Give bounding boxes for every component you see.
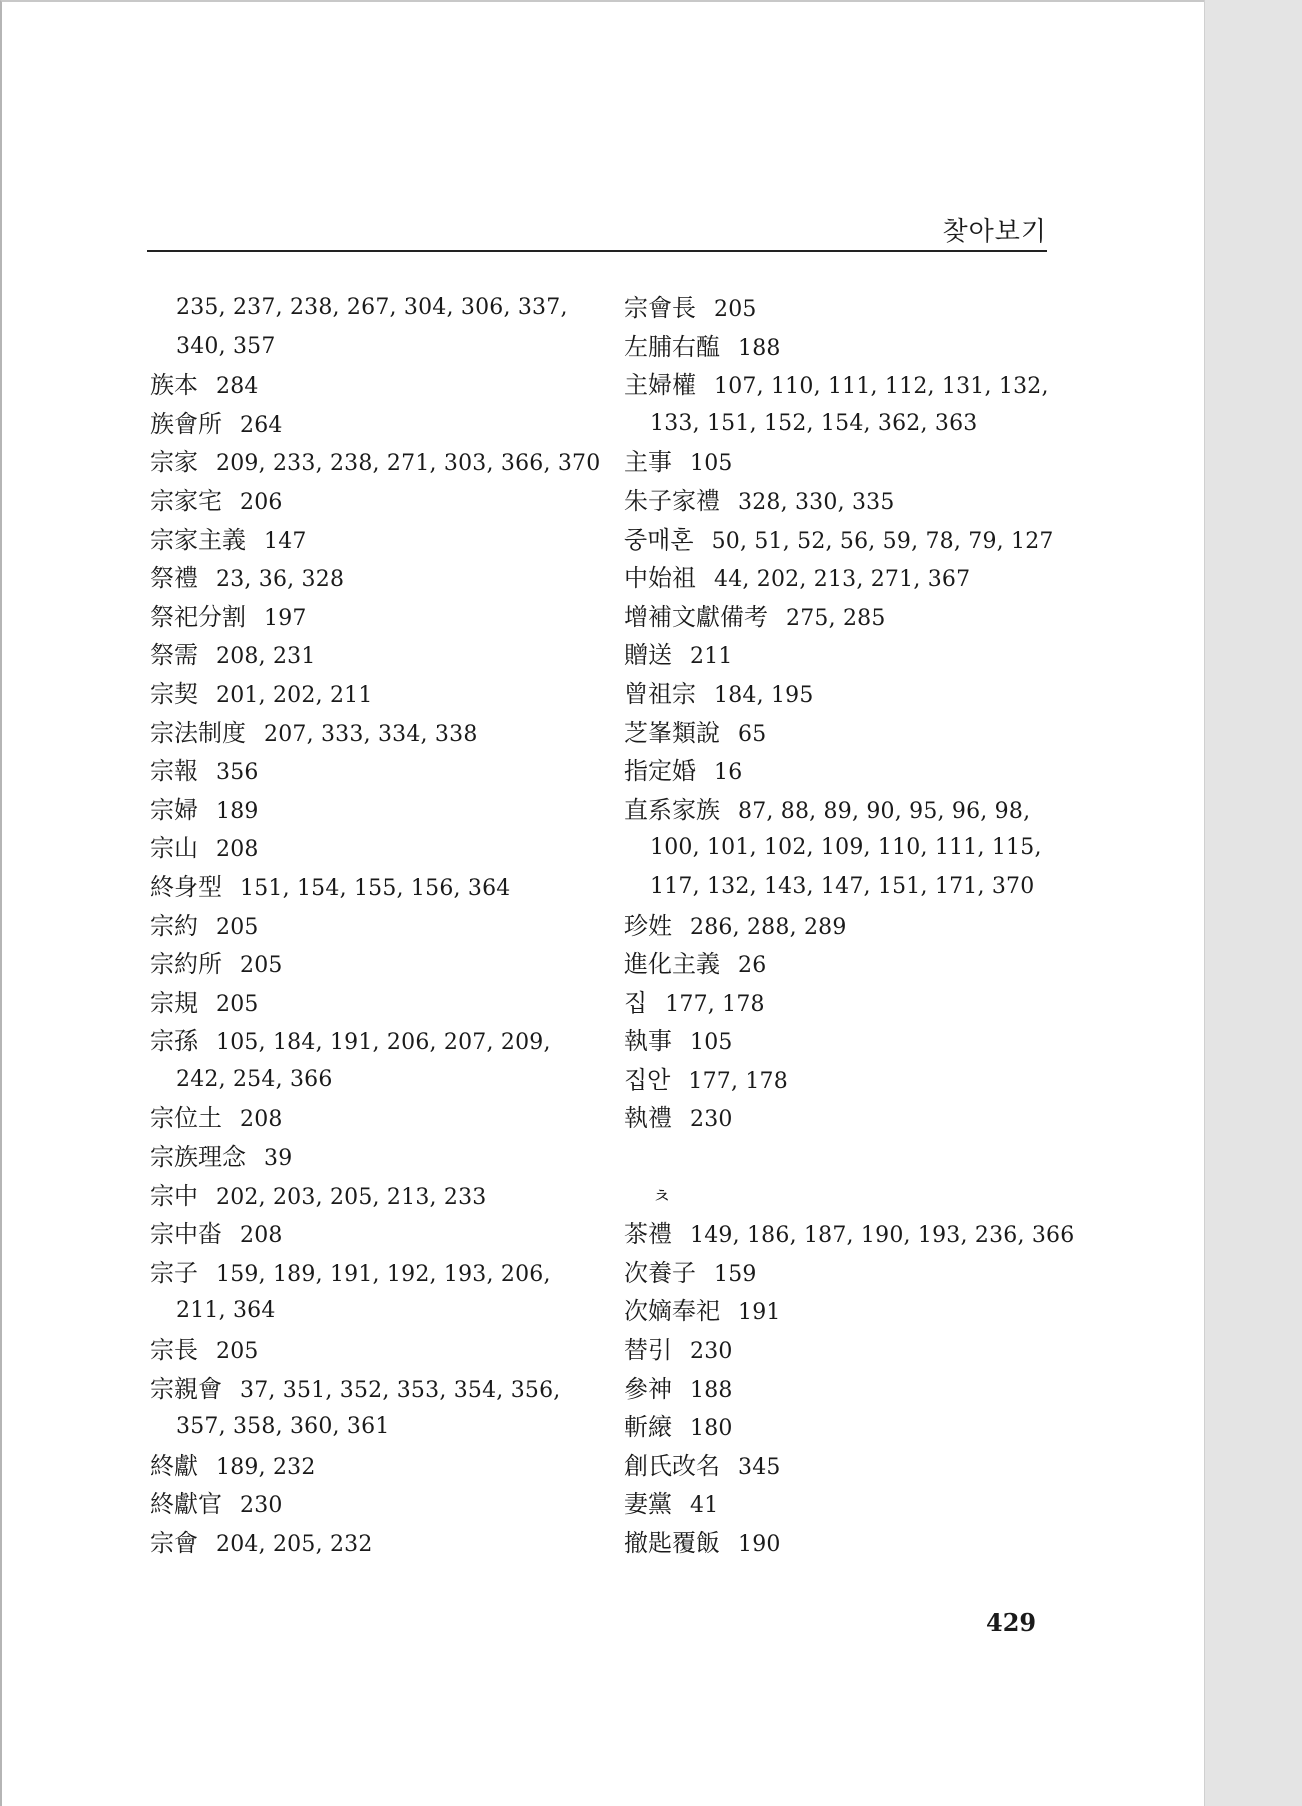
index-term: 宗山 <box>150 834 198 863</box>
index-entry <box>150 1370 590 1409</box>
index-page-refs: 235, 237, 238, 267, 304, 306, 337, <box>176 295 568 320</box>
index-term: 增補文獻備考 <box>624 602 768 631</box>
index-entry <box>150 559 590 598</box>
index-entry <box>624 1215 1075 1254</box>
index-page-refs: 26 <box>738 953 767 979</box>
index-page-refs: 105 <box>690 1030 733 1056</box>
index-page-refs: 188 <box>690 1377 733 1403</box>
index-term: 宗家 <box>150 448 198 477</box>
index-page-refs: 191 <box>738 1300 781 1326</box>
index-page-refs: 151, 154, 155, 156, 364 <box>240 875 511 901</box>
index-page-refs: 190 <box>738 1532 781 1557</box>
index-term: 直系家族 <box>624 795 720 824</box>
index-page-refs: 204, 205, 232 <box>216 1532 373 1557</box>
index-page-refs: 275, 285 <box>786 605 886 631</box>
index-entry <box>624 559 1064 598</box>
index-term: 宗會長 <box>624 294 696 322</box>
index-page-refs: 16 <box>714 760 743 786</box>
page-number: 429 <box>986 1608 1037 1637</box>
index-term: 創氏改名 <box>624 1451 720 1480</box>
index-term: 宗法制度 <box>150 718 246 747</box>
index-term: 撤匙覆飯 <box>624 1529 720 1557</box>
index-term: 贈送 <box>624 641 672 670</box>
index-entry <box>624 482 1064 521</box>
index-term: 替引 <box>624 1336 672 1365</box>
index-term: 中始祖 <box>624 564 696 593</box>
index-entry-continuation <box>624 868 1064 907</box>
running-head <box>147 216 1047 252</box>
index-page-refs: 177, 178 <box>688 1068 788 1094</box>
index-term: 宗約 <box>150 911 198 940</box>
index-entry <box>624 675 1064 714</box>
index-term: 進化主義 <box>624 950 720 979</box>
index-entry <box>150 1215 590 1254</box>
index-entry <box>150 636 590 675</box>
index-page-refs: 209, 233, 238, 271, 303, 366, 370 <box>216 451 601 477</box>
index-entry-continuation <box>150 289 590 328</box>
index-page-refs: 202, 203, 205, 213, 233 <box>216 1184 487 1210</box>
index-entry <box>150 1254 590 1293</box>
index-page-refs: 133, 151, 152, 154, 362, 363 <box>650 410 978 436</box>
index-page-refs: 39 <box>264 1146 293 1172</box>
index-page-refs: 205 <box>216 991 259 1017</box>
index-page-refs: 340, 357 <box>176 333 276 359</box>
index-page-refs: 159, 189, 191, 192, 193, 206, <box>216 1261 551 1287</box>
index-entry <box>150 482 590 521</box>
index-page-refs: 211 <box>690 644 733 670</box>
index-page-refs: 117, 132, 143, 147, 151, 171, 370 <box>650 873 1035 899</box>
index-page-refs: 41 <box>690 1493 719 1519</box>
index-page-refs: 264 <box>240 412 283 438</box>
index-term: 宗子 <box>150 1258 198 1287</box>
index-page-refs: 180 <box>690 1416 733 1442</box>
index-page-refs: 44, 202, 213, 271, 367 <box>714 567 971 593</box>
section-gap <box>624 1138 1064 1177</box>
index-page-refs: 345 <box>738 1454 781 1480</box>
index-entry <box>624 289 1064 328</box>
index-term: 終獻官 <box>150 1490 222 1519</box>
index-entry <box>150 868 590 907</box>
index-page-refs: 284 <box>216 374 259 400</box>
section-heading: ㅊ <box>652 1183 672 1208</box>
index-term: 朱子家禮 <box>624 486 720 515</box>
index-page-refs: 147 <box>264 528 307 554</box>
index-column-left <box>150 289 601 1563</box>
index-term: 祭禮 <box>150 564 198 593</box>
index-entry-continuation <box>624 829 1064 868</box>
index-page-refs: 189, 232 <box>216 1454 316 1480</box>
index-entry <box>624 1524 1064 1563</box>
index-entry-continuation <box>150 1292 590 1331</box>
index-entry <box>624 443 1064 482</box>
index-term: 宗家主義 <box>150 525 246 554</box>
index-term: 妻黨 <box>624 1490 672 1519</box>
index-page-refs: 208, 231 <box>216 644 316 670</box>
index-entry <box>150 907 590 946</box>
index-term: 次養子 <box>624 1258 696 1287</box>
index-page-refs: 208 <box>240 1223 283 1249</box>
index-page-refs: 201, 202, 211 <box>216 682 373 708</box>
index-term: 主婦權 <box>624 371 696 400</box>
index-page-refs: 149, 186, 187, 190, 193, 236, 366 <box>690 1223 1075 1249</box>
index-page-refs: 356 <box>216 760 259 786</box>
index-term: 宗中 <box>150 1181 198 1210</box>
index-page-refs: 230 <box>690 1339 733 1365</box>
index-entry <box>150 1138 590 1177</box>
index-entry <box>150 443 601 482</box>
index-entry-continuation <box>150 1408 590 1447</box>
index-term: 祭祀分割 <box>150 602 246 631</box>
index-column-right <box>624 289 1075 1563</box>
index-term: 宗約所 <box>150 950 222 979</box>
index-entry <box>150 521 590 560</box>
index-page-refs: 197 <box>264 605 307 631</box>
index-page-refs: 286, 288, 289 <box>690 914 847 940</box>
index-term: 曾祖宗 <box>624 679 696 708</box>
index-page-refs: 177, 178 <box>665 991 765 1017</box>
index-page-refs: 208 <box>216 837 259 863</box>
index-entry <box>150 829 590 868</box>
index-entry <box>624 1292 1064 1331</box>
index-entry <box>150 1177 590 1216</box>
index-entry <box>624 366 1064 405</box>
index-page-refs: 357, 358, 360, 361 <box>176 1414 390 1440</box>
index-entry-continuation <box>150 1061 590 1100</box>
index-term: 宗婦 <box>150 795 198 824</box>
index-page-refs: 206 <box>240 489 283 515</box>
index-page-refs: 159 <box>714 1261 757 1287</box>
index-entry-continuation <box>150 328 590 367</box>
index-page-refs: 205 <box>714 297 757 322</box>
index-entry <box>150 675 590 714</box>
index-page-refs: 100, 101, 102, 109, 110, 111, 115, <box>650 835 1042 861</box>
index-entry <box>624 907 1064 946</box>
index-entry <box>150 984 590 1023</box>
index-term: 主事 <box>624 448 672 477</box>
index-entry <box>150 1524 590 1563</box>
index-entry <box>150 714 590 753</box>
index-term: 宗親會 <box>150 1374 222 1403</box>
index-page-refs: 328, 330, 335 <box>738 489 895 515</box>
index-term: 族本 <box>150 371 198 400</box>
index-term: 宗契 <box>150 679 198 708</box>
index-term: 宗位土 <box>150 1104 222 1133</box>
index-term: 宗會 <box>150 1529 198 1557</box>
index-term: 族會所 <box>150 409 222 438</box>
index-page-refs: 107, 110, 111, 112, 131, 132, <box>714 374 1049 400</box>
index-term: 宗孫 <box>150 1027 198 1056</box>
index-term: 芝峯類說 <box>624 718 720 747</box>
index-page-refs: 37, 351, 352, 353, 354, 356, <box>240 1377 561 1403</box>
index-entry <box>624 1408 1064 1447</box>
index-term: 宗長 <box>150 1336 198 1365</box>
index-term: 指定婚 <box>624 757 696 786</box>
index-page-refs: 230 <box>240 1493 283 1519</box>
index-entry <box>624 791 1064 830</box>
index-entry <box>624 984 1064 1023</box>
index-entry <box>150 1447 590 1486</box>
index-page-refs: 105, 184, 191, 206, 207, 209, <box>216 1030 551 1056</box>
index-entry <box>150 791 590 830</box>
index-term: 參神 <box>624 1374 672 1403</box>
index-entry <box>624 1254 1064 1293</box>
index-term: 宗規 <box>150 988 198 1017</box>
index-entry <box>624 636 1064 675</box>
index-entry <box>624 598 1064 637</box>
index-page-refs: 189 <box>216 798 259 824</box>
index-entry <box>150 945 590 984</box>
index-entry <box>624 714 1064 753</box>
index-entry <box>150 1022 590 1061</box>
index-page-refs: 50, 51, 52, 56, 59, 78, 79, 127 <box>711 528 1054 554</box>
index-page-refs: 23, 36, 328 <box>216 567 345 593</box>
index-entry-continuation <box>624 405 1064 444</box>
index-term: 宗家宅 <box>150 486 222 515</box>
index-page-refs: 205 <box>240 953 283 979</box>
index-term: 宗族理念 <box>150 1143 246 1172</box>
index-term: 중매혼 <box>624 525 694 554</box>
index-entry <box>624 1099 1064 1138</box>
index-entry <box>624 945 1064 984</box>
index-page-refs: 207, 333, 334, 338 <box>264 721 478 747</box>
index-entry <box>624 1485 1064 1524</box>
index-term: 집 <box>624 988 648 1017</box>
index-term: 집안 <box>624 1065 671 1094</box>
index-entry <box>150 1485 590 1524</box>
index-page-refs: 205 <box>216 1339 259 1365</box>
index-page-refs: 184, 195 <box>714 682 814 708</box>
index-page-refs: 87, 88, 89, 90, 95, 96, 98, <box>738 798 1031 824</box>
index-term: 斬縗 <box>624 1413 672 1442</box>
index-term: 終獻 <box>150 1451 198 1480</box>
index-entry <box>150 598 590 637</box>
index-term: 珍姓 <box>624 911 672 940</box>
index-entry <box>624 1022 1064 1061</box>
index-term: 終身型 <box>150 872 222 901</box>
index-page-refs: 242, 254, 366 <box>176 1066 333 1092</box>
index-entry <box>624 521 1064 560</box>
index-entry <box>624 1370 1064 1409</box>
running-head-title: 찾아보기 <box>942 217 1047 247</box>
index-term: 執禮 <box>624 1104 672 1133</box>
index-page-refs: 188 <box>738 335 781 361</box>
index-entry <box>150 752 590 791</box>
index-entry <box>624 752 1064 791</box>
index-entry <box>150 1331 590 1370</box>
viewer-scrollbar-track[interactable] <box>1204 0 1302 1806</box>
index-page-refs: 211, 364 <box>176 1298 276 1324</box>
index-entry <box>150 1099 590 1138</box>
index-entry <box>624 1447 1064 1486</box>
index-term: 次嫡奉祀 <box>624 1297 720 1326</box>
index-page-refs: 65 <box>738 721 767 747</box>
index-page-refs: 208 <box>240 1107 283 1133</box>
index-term: 茶禮 <box>624 1220 672 1249</box>
index-page-refs: 205 <box>216 914 259 940</box>
index-term: 左脯右醢 <box>624 332 720 361</box>
index-entry <box>624 1331 1064 1370</box>
index-term: 宗中畓 <box>150 1220 222 1249</box>
index-term: 執事 <box>624 1027 672 1056</box>
index-term: 宗報 <box>150 757 198 786</box>
index-page-refs: 230 <box>690 1107 733 1133</box>
index-page-refs: 105 <box>690 451 733 477</box>
index-entry <box>150 366 590 405</box>
index-entry <box>624 328 1064 367</box>
index-term: 祭需 <box>150 641 198 670</box>
index-entry <box>624 1061 1064 1100</box>
index-entry <box>150 405 590 444</box>
